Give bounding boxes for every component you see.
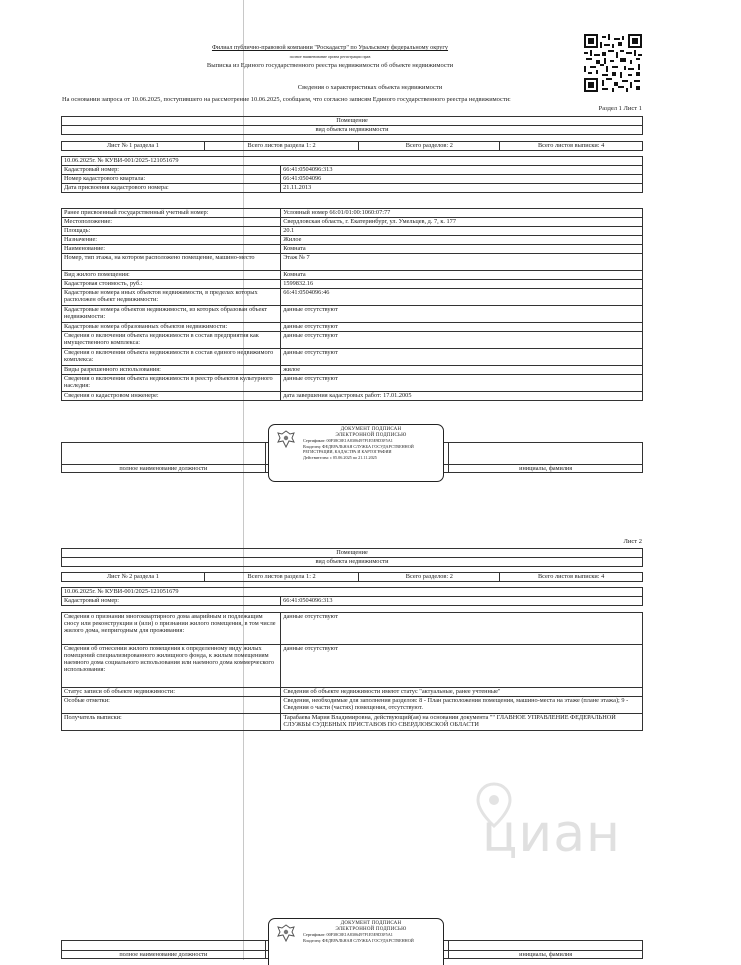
row-value: данные отсутствуют xyxy=(281,349,643,366)
row-value: Комната xyxy=(281,245,643,254)
coat-of-arms-icon xyxy=(275,429,297,449)
row-label: Номер, тип этажа, на котором расположено помещение, машино-место xyxy=(62,254,281,271)
org-caption: полное наименование органа регистрации прав xyxy=(289,54,371,59)
page2-digital-signature-stamp xyxy=(268,918,444,965)
details-table xyxy=(61,208,643,401)
row-label: Кадастровые номера объектов недвижимости, из которых образован объект недвижимости: xyxy=(62,306,281,323)
row-label: Кадастровый номер: xyxy=(62,597,281,606)
table-row xyxy=(62,645,643,688)
position-caption: полное наименование должности xyxy=(62,951,266,959)
row-label: Сведения о включении объекта недвижимости в реестр объектов культурного наследия: xyxy=(62,375,281,392)
stamp-title: ДОКУМЕНТ ПОДПИСАН xyxy=(340,427,402,432)
total-sheets: Всего листов выписки: 4 xyxy=(500,573,643,582)
row-label: Сведения о признании многоквартирного дома аварийным и подлежащим сносу или реконструкции и (или) о признании жилого помещения, в том числе жилого дома, непригодным для проживания: xyxy=(62,613,281,645)
table-row xyxy=(62,392,643,401)
digital-signature-stamp xyxy=(268,424,444,482)
row-value: Этаж № 7 xyxy=(281,254,643,271)
row-value: 66:41:0504096 xyxy=(281,175,643,184)
row-value: Условный номер 66:01/01:00:1060:07:77 xyxy=(281,209,643,218)
row-label: Сведения об отнесении жилого помещения к определенному виду жилых помещений специализированного жилищного фонда, к жилым помещениям наемного дома социального использования или наемного дома коммерческого использования: xyxy=(62,645,281,688)
table-row xyxy=(62,184,643,193)
row-value: 21.11.2013 xyxy=(281,184,643,193)
row-label: Кадастровая стоимость, руб.: xyxy=(62,280,281,289)
row-label: Статус записи об объекте недвижимости: xyxy=(62,688,281,697)
table-row xyxy=(62,332,643,349)
row-value: Тарабаева Мария Владимировна, действующий(ая) на основании документа "" ГЛАВНОЕ УПРАВЛЕНИЕ ФЕДЕРАЛЬНОЙ СЛУЖБЫ СУДЕБНЫХ ПРИСТАВОВ ПО СВЕРДЛОВСКОЙ ОБЛАСТИ xyxy=(281,714,643,731)
table-row xyxy=(62,175,643,184)
row-label: Номер кадастрового квартала: xyxy=(62,175,281,184)
qr-code-icon xyxy=(584,34,642,92)
row-value: 20.1 xyxy=(281,227,643,236)
basic-info-table xyxy=(61,156,643,193)
table-row xyxy=(62,227,643,236)
table-row xyxy=(62,280,643,289)
object-kind: Помещение xyxy=(62,549,643,558)
row-label: Сведения о включении объекта недвижимости в состав единого недвижимого комплекса: xyxy=(62,349,281,366)
row-value: жилое xyxy=(281,366,643,375)
table-row xyxy=(62,289,643,306)
stamp-title-2: ЭЛЕКТРОННОЙ ПОДПИСЬЮ xyxy=(335,926,407,932)
row-value: данные отсутствуют xyxy=(281,306,643,323)
row-label: Кадастровые номера образованных объектов недвижимости: xyxy=(62,323,281,332)
object-kind-table xyxy=(61,116,643,135)
name-caption: инициалы, фамилия xyxy=(449,951,643,959)
sheet-info-table xyxy=(61,141,643,151)
table-row xyxy=(62,209,643,218)
row-value: дата завершения кадастровых работ: 17.01.2005 xyxy=(281,392,643,401)
total-section-sheets: Всего листов раздела 1: 2 xyxy=(204,142,359,151)
page2-object-kind-table xyxy=(61,548,643,567)
table-row xyxy=(62,218,643,227)
object-kind-caption: вид объекта недвижимости xyxy=(62,558,643,567)
stamp-title-2: ЭЛЕКТРОННОЙ ПОДПИСЬЮ xyxy=(335,432,407,438)
stamp-title: ДОКУМЕНТ ПОДПИСАН xyxy=(340,921,402,926)
row-label: Получатель выписки: xyxy=(62,714,281,731)
row-label: Вид жилого помещения: xyxy=(62,271,281,280)
table-row xyxy=(62,349,643,366)
row-label: Назначение: xyxy=(62,236,281,245)
table-row xyxy=(62,697,643,714)
row-label: Ранее присвоенный государственный учетный номер: xyxy=(62,209,281,218)
page2-sheet-info-table xyxy=(61,572,643,582)
row-value: данные отсутствуют xyxy=(281,332,643,349)
table-row xyxy=(62,236,643,245)
stamp-certificate: Сертификат: 00F38C0E1A8306497F1E5E9D3F5A1 xyxy=(303,438,393,444)
total-sheets: Всего листов выписки: 4 xyxy=(500,142,643,151)
row-value: данные отсутствуют xyxy=(281,375,643,392)
object-kind: Помещение xyxy=(62,117,643,126)
row-label: Виды разрешенного использования: xyxy=(62,366,281,375)
stamp-owner-2: РЕГИСТРАЦИИ, КАДАСТРА И КАРТОГРАФИИ xyxy=(303,449,392,455)
total-section-sheets: Всего листов раздела 1: 2 xyxy=(204,573,359,582)
document-reference: 10.06.2025г. № КУВИ-001/2025-121051679 xyxy=(62,588,643,597)
page2-details-table xyxy=(61,612,643,731)
page2-basic-table xyxy=(61,587,643,606)
document-reference: 10.06.2025г. № КУВИ-001/2025-121051679 xyxy=(62,157,643,166)
org-name: Филиал публично-правовой компании "Роскадастр" по Уральскому федеральному округу xyxy=(211,44,449,51)
row-label: Площадь: xyxy=(62,227,281,236)
stamp-owner: Владелец: ФЕДЕРАЛЬНАЯ СЛУЖБА ГОСУДАРСТВЕННОЙ xyxy=(303,443,414,449)
row-label: Особые отметки: xyxy=(62,697,281,714)
table-row xyxy=(62,688,643,697)
table-row xyxy=(62,375,643,392)
table-row xyxy=(62,597,643,606)
table-row xyxy=(62,366,643,375)
row-value: 66:41:0504096:313 xyxy=(281,597,643,606)
table-row xyxy=(62,166,643,175)
watermark-text: циан xyxy=(482,804,622,864)
sheet-number: Лист № 1 раздела 1 xyxy=(62,142,205,151)
section-sheet-label: Раздел 1 Лист 1 xyxy=(598,105,642,112)
row-label: Сведения о включении объекта недвижимости в состав предприятия как имущественного комплекса: xyxy=(62,332,281,349)
row-label: Наименование: xyxy=(62,245,281,254)
row-value: 1599832.16 xyxy=(281,280,643,289)
page2-sheet-label: Лист 2 xyxy=(623,538,642,545)
row-value: Жилое xyxy=(281,236,643,245)
table-row xyxy=(62,254,643,271)
row-value: 66:41:0504096:46 xyxy=(281,289,643,306)
row-value: Сведения, необходимые для заполнения разделов: 8 - План расположения помещения, машино-места на этаже (плане этажа); 9 - Сведения о части (частях) помещения, отсутствуют. xyxy=(281,697,643,714)
position-caption: полное наименование должности xyxy=(62,465,266,473)
table-row xyxy=(62,271,643,280)
object-kind-caption: вид объекта недвижимости xyxy=(62,126,643,135)
table-row xyxy=(62,714,643,731)
table-row xyxy=(62,245,643,254)
name-caption: инициалы, фамилия xyxy=(449,465,643,473)
coat-of-arms-icon xyxy=(275,923,297,943)
section-subtitle: Сведения о характеристиках объекта недвижимости xyxy=(297,84,443,91)
stamp-validity: Действителен: с 05.06.2025 по 21.11.2025 xyxy=(303,454,377,460)
table-row xyxy=(62,306,643,323)
row-label: Местоположение: xyxy=(62,218,281,227)
total-sections: Всего разделов: 2 xyxy=(359,573,500,582)
row-label: Дата присвоения кадастрового номера: xyxy=(62,184,281,193)
stamp-owner: Владелец: ФЕДЕРАЛЬНАЯ СЛУЖБА ГОСУДАРСТВЕННОЙ xyxy=(303,937,414,943)
row-value: данные отсутствуют xyxy=(281,645,643,688)
row-value: данные отсутствуют xyxy=(281,323,643,332)
sheet-number: Лист № 2 раздела 1 xyxy=(62,573,205,582)
intro-text: На основании запроса от 10.06.2025, поступившего на рассмотрение 10.06.2025, сообщаем, что согласно записям Единого государственного реестра недвижимости: xyxy=(62,96,511,103)
total-sections: Всего разделов: 2 xyxy=(359,142,500,151)
row-label: Кадастровые номера иных объектов недвижимости, в пределах которых расположен объект недвижимости: xyxy=(62,289,281,306)
row-value: Сведения об объекте недвижимости имеют статус "актуальные, ранее учтенные" xyxy=(281,688,643,697)
watermark xyxy=(466,780,666,864)
row-value: Свердловская область, г. Екатеринбург, ул. Умельцев, д. 7, к. 177 xyxy=(281,218,643,227)
row-label: Сведения о кадастровом инженере: xyxy=(62,392,281,401)
table-row xyxy=(62,323,643,332)
stamp-certificate: Сертификат: 00F38C0E1A8306497F1E5E9D3F5A1 xyxy=(303,932,393,938)
row-value: 66:41:0504096:313 xyxy=(281,166,643,175)
row-value: Комната xyxy=(281,271,643,280)
row-value: данные отсутствуют xyxy=(281,613,643,645)
row-label: Кадастровый номер: xyxy=(62,166,281,175)
document-title: Выписка из Единого государственного реестра недвижимости об объекте недвижимости xyxy=(206,62,454,69)
table-row xyxy=(62,613,643,645)
